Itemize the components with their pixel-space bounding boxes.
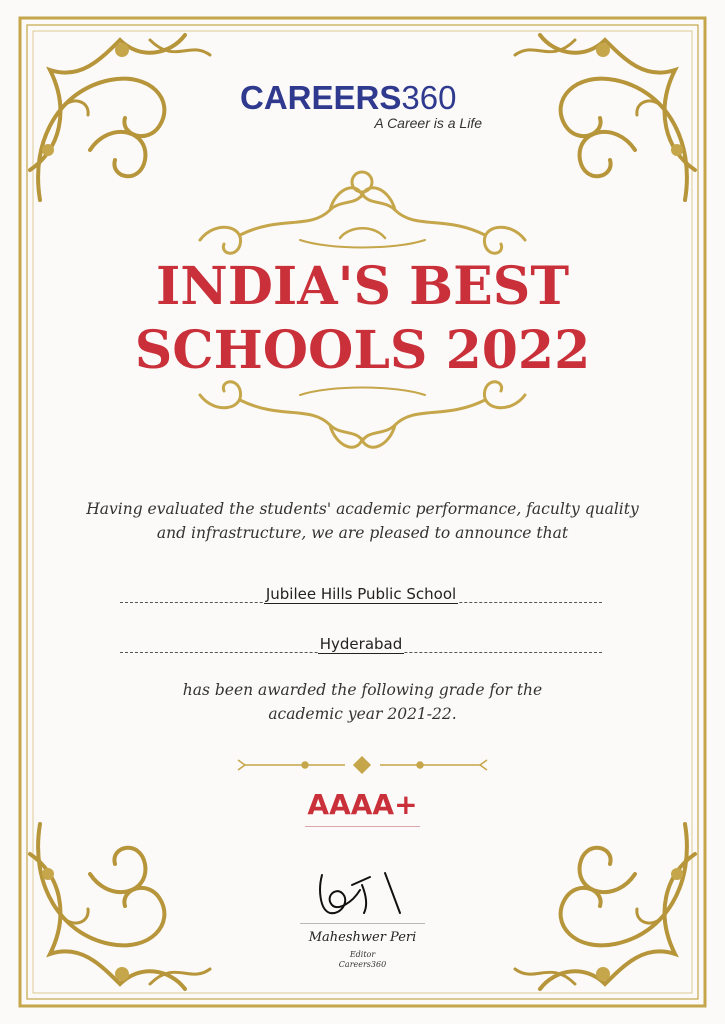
logo-number: 360 <box>401 79 457 116</box>
signatory-name: Maheshwer Peri <box>308 930 417 945</box>
city-field <box>120 628 602 653</box>
logo-tagline: A Career is a Life <box>374 115 482 131</box>
signature-line <box>300 923 425 924</box>
school-name: Jubilee Hills Public School <box>265 585 457 603</box>
corner-ornament-top-right <box>515 35 695 200</box>
award-line1: has been awarded the following grade for the <box>182 681 543 699</box>
grade-underline <box>305 826 420 827</box>
signatory-organization: Careers360 <box>338 960 387 969</box>
title-flourish-top <box>200 172 525 253</box>
intro-line1: Having evaluated the students' academic performance, faculty quality <box>86 500 639 518</box>
award-text <box>120 678 605 726</box>
intro-line2: and infrastructure, we are pleased to announce that <box>156 524 569 542</box>
certificate-title-line1: INDIA'S BEST <box>155 256 570 317</box>
careers360-logo <box>240 80 490 140</box>
grade-value: AAAA+ <box>307 788 418 821</box>
certificate-title-line2: SCHOOLS 2022 <box>134 320 591 381</box>
title-flourish-bottom <box>200 382 525 447</box>
grade-divider <box>238 757 487 773</box>
logo-wordmark <box>240 80 456 116</box>
city-name: Hyderabad <box>319 635 403 653</box>
logo-name: CAREERS <box>240 79 402 116</box>
signature-mark <box>290 855 435 930</box>
corner-ornament-top-left <box>30 35 210 200</box>
signatory-role: Editor <box>349 950 376 959</box>
award-line2: academic year 2021-22. <box>268 705 457 723</box>
school-name-field <box>120 578 602 603</box>
intro-text <box>80 497 645 545</box>
